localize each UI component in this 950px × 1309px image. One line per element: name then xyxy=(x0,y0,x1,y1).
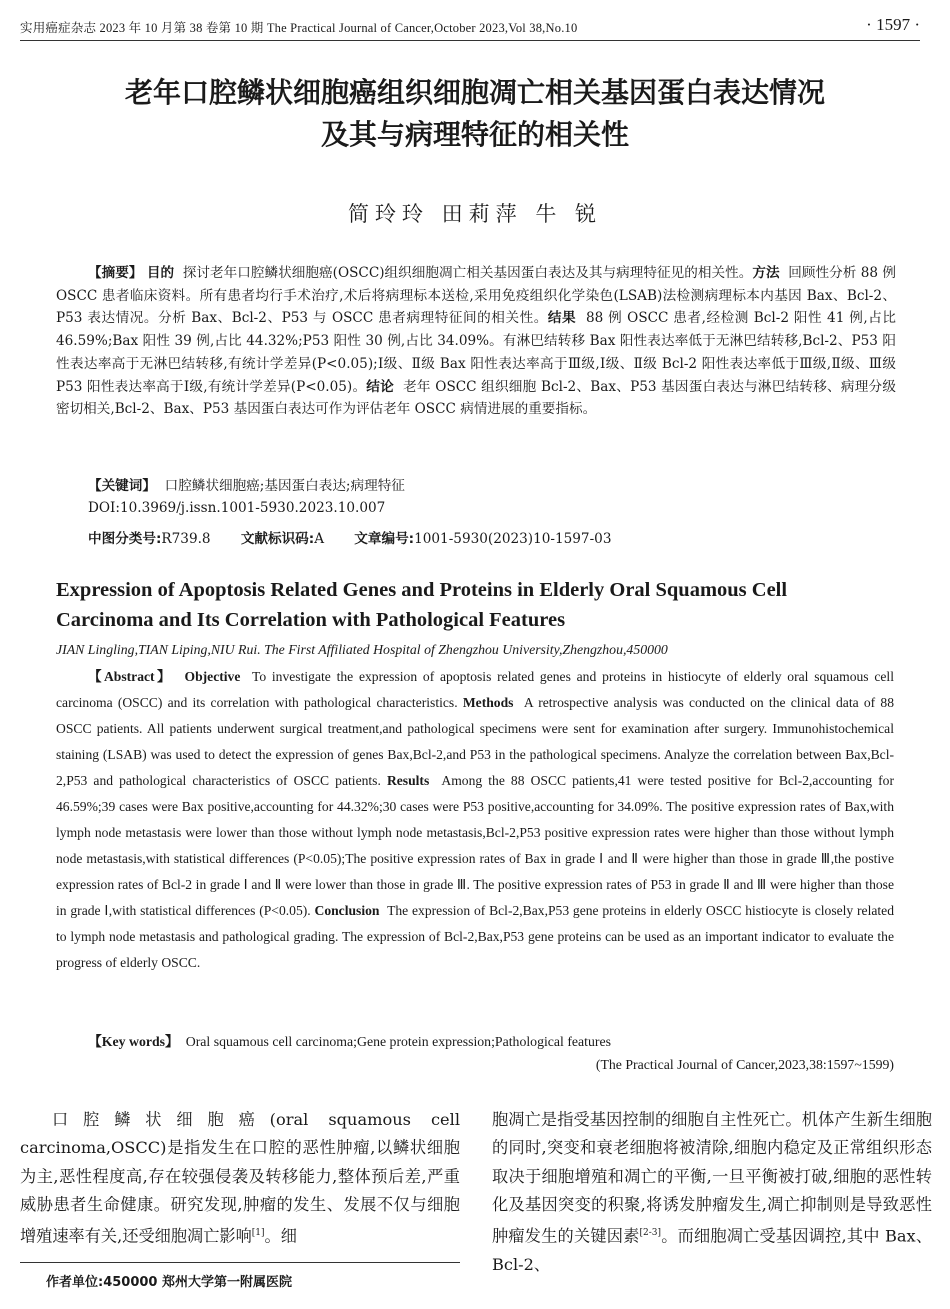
authors-cn: 简玲玲 田莉萍 牛 锐 xyxy=(347,202,603,226)
objective-cn: 探讨老年口腔鳞状细胞癌(OSCC)组织细胞凋亡相关基因蛋白表达及其与病理特征见的相关性。 xyxy=(182,265,753,281)
body-right-text: 胞凋亡是指受基因控制的细胞自主性死亡。机体产生新生细胞的同时,突变和衰老细胞将被清除,细胞内稳定及正常组织形态取决于细胞增殖和凋亡的平衡,一旦平衡被打破,细胞的恶性转化及基因突变的积聚,将诱发肿瘤发生,凋亡抑制则是导致恶性肿瘤发生的关键因素 xyxy=(492,1110,932,1246)
citation-en: (The Practical Journal of Cancer,2023,38:1597~1599) xyxy=(595,1057,894,1072)
title-cn-line2: 及其与病理特征的相关性 xyxy=(320,118,629,151)
objective-en-label: Objective xyxy=(184,669,241,684)
header-rule xyxy=(20,40,920,41)
keywords-cn-label: 【关键词】 xyxy=(88,478,156,494)
title-cn-line1: 老年口腔鳞状细胞癌组织细胞凋亡相关基因蛋白表达情况 xyxy=(124,76,825,109)
title-en-line2: Carcinoma and Its Correlation with Pathological Features xyxy=(56,609,566,631)
results-cn: 88 例 OSCC 患者,经检测 Bcl-2 阳性 41 例,占比 46.59%;Bax 阳性 39 例,占比 44.32%;P53 阳性 30 例,占比 34.09%。有淋巴结转移 Bax 阳性表达率低于无淋巴结转移,Bcl-2、P53 阳性表达率高于无淋巴结转移,有统计学差异(P<0.05);Ⅰ级、Ⅱ级 Bax 阳性表达率高于Ⅲ级,Ⅰ级、Ⅱ级 Bcl-2 阳性表达率低于Ⅲ级,Ⅱ级、Ⅲ级 P53 阳性表达率高于Ⅰ级,有统计学差异(P<0.05)。 xyxy=(56,310,896,395)
body-left-column xyxy=(20,1106,460,1251)
body-right-column xyxy=(492,1106,932,1279)
keywords-en-text: Oral squamous cell carcinoma;Gene protein expression;Pathological features xyxy=(185,1034,611,1049)
title-en-line1: Expression of Apoptosis Related Genes and Proteins in Elderly Oral Squamous Cell xyxy=(56,579,788,601)
author-affiliation-footnote: 作者单位:450000 郑州大学第一附属医院 xyxy=(46,1275,292,1290)
article-label: 文章编号: xyxy=(354,531,415,547)
ref-2-3: [2-3] xyxy=(639,1228,662,1239)
body-right-tail: 。而细胞凋亡受基因调控,其中 Bax、Bcl-2、 xyxy=(492,1226,933,1274)
footnote-rule xyxy=(20,1262,460,1263)
objective-cn-label: 目的 xyxy=(146,265,175,281)
authors-en: JIAN Lingling,TIAN Liping,NIU Rui. The First Affiliated Hospital of Zhengzhou University,Zhengzhou,450000 xyxy=(56,642,668,657)
ref-1: [1] xyxy=(251,1228,265,1239)
results-en: Among the 88 OSCC patients,41 were tested positive for Bcl-2,accounting for 46.59%;39 cases were Bax positive,accounting for 44.32%;30 cases were P53 positive,accounting for 34.09%. The positive expression rates of Bax,with lymph node metastasis were lower than those without lymph node metastasis,Bcl-2,P53 positive expression rates were higher than those without lymph node metastasis,with statistical differences (P<0.05);The positive expression rates of Bax in grade Ⅰ and Ⅱ were higher than those in grade Ⅲ,the postive expression rates of Bcl-2 in grade Ⅰ and Ⅱ were lower than those in grade Ⅲ. The positive expression rates of P53 in grade Ⅱ and Ⅲ were higher than those in grade Ⅰ,with statistical differences (P<0.05). xyxy=(56,773,894,918)
code-label: 文献标识码: xyxy=(240,531,315,547)
conclusion-cn-label: 结论 xyxy=(366,378,394,395)
results-cn-label: 结果 xyxy=(547,310,577,327)
code-value: A xyxy=(314,531,325,547)
abstract-en-label: 【Abstract】 xyxy=(88,669,173,684)
classification xyxy=(88,527,611,547)
methods-en-label: Methods xyxy=(462,695,514,710)
conclusion-en: The expression of Bcl-2,Bax,P53 gene proteins in elderly OSCC histiocyte is closely related to lymph node metastasis and pathological grading. The expression of Bcl-2,Bax,P53 gene proteins can be used as an important indicator to evaluate the progress of elderly OSCC. xyxy=(56,903,895,970)
keywords-cn xyxy=(88,474,405,494)
methods-en: A retrospective analysis was conducted on the clinical data of 88 OSCC patients. All patients underwent surgical treatment,and pathological specimens were sent for examination after surgery. Immunohistochemical staining (LSAB) was used to detect the expression of genes Bax,Bcl-2,and P53 in the pathological specimens. Analyze the correlation between Bax,Bcl-2,P53 and pathological characteristics of OSCC patients. xyxy=(56,695,894,788)
clc-value: R739.8 xyxy=(161,531,211,547)
running-header: 实用癌症杂志 2023 年 10 月第 38 卷第 10 期 The Practical Journal of Cancer,October 2023,Vol 38,No.10 xyxy=(20,21,578,35)
doi: DOI:10.3969/j.issn.1001-5930.2023.10.007 xyxy=(88,500,386,516)
methods-cn: 回顾性分析 88 例 OSCC 患者临床资料。所有患者均行手术治疗,术后将病理标本送检,采用免疫组织化学染色(LSAB)法检测病理标本内基因 Bax、Bcl-2、P53 表达情况。分析 Bax、Bcl-2、P53 与 OSCC 患者病理特征间的相关性。 xyxy=(56,265,896,327)
keywords-en-label: 【Key words】 xyxy=(88,1034,179,1049)
keywords-cn-text: 口腔鳞状细胞癌;基因蛋白表达;病理特征 xyxy=(164,478,405,494)
methods-cn-label: 方法 xyxy=(752,265,780,281)
objective-en: To investigate the expression of apoptosis related genes and proteins in histiocyte of elderly oral squamous cell carcinoma (OSCC) and its correlation with pathological characteristics. xyxy=(56,669,894,710)
clc-label: 中图分类号: xyxy=(88,531,162,547)
abstract-en xyxy=(56,664,894,976)
abstract-cn xyxy=(56,262,896,421)
keywords-en xyxy=(88,1030,611,1050)
article-value: 1001-5930(2023)10-1597-03 xyxy=(414,531,612,547)
conclusion-en-label: Conclusion xyxy=(314,903,380,918)
body-left-tail: 。细 xyxy=(264,1226,297,1246)
body-left-text: 口腔鳞状细胞癌(oral squamous cell carcinoma,OSCC)是指发生在口腔的恶性肿瘤,以鳞状细胞为主,恶性程度高,存在较强侵袭及转移能力,整体预后差,严重威胁患者生命健康。研究发现,肿瘤的发生、发展不仅与细胞增殖速率有关,还受细胞凋亡影响 xyxy=(20,1110,460,1246)
results-en-label: Results xyxy=(386,773,430,788)
conclusion-cn: 老年 OSCC 组织细胞 Bcl-2、Bax、P53 基因蛋白表达与淋巴结转移、病理分级密切相关,Bcl-2、Bax、P53 基因蛋白表达可作为评估老年 OSCC 病情进展的重要指标。 xyxy=(56,378,896,418)
abstract-cn-label: 【摘要】 xyxy=(88,265,143,281)
page-number: · 1597 · xyxy=(866,15,920,34)
